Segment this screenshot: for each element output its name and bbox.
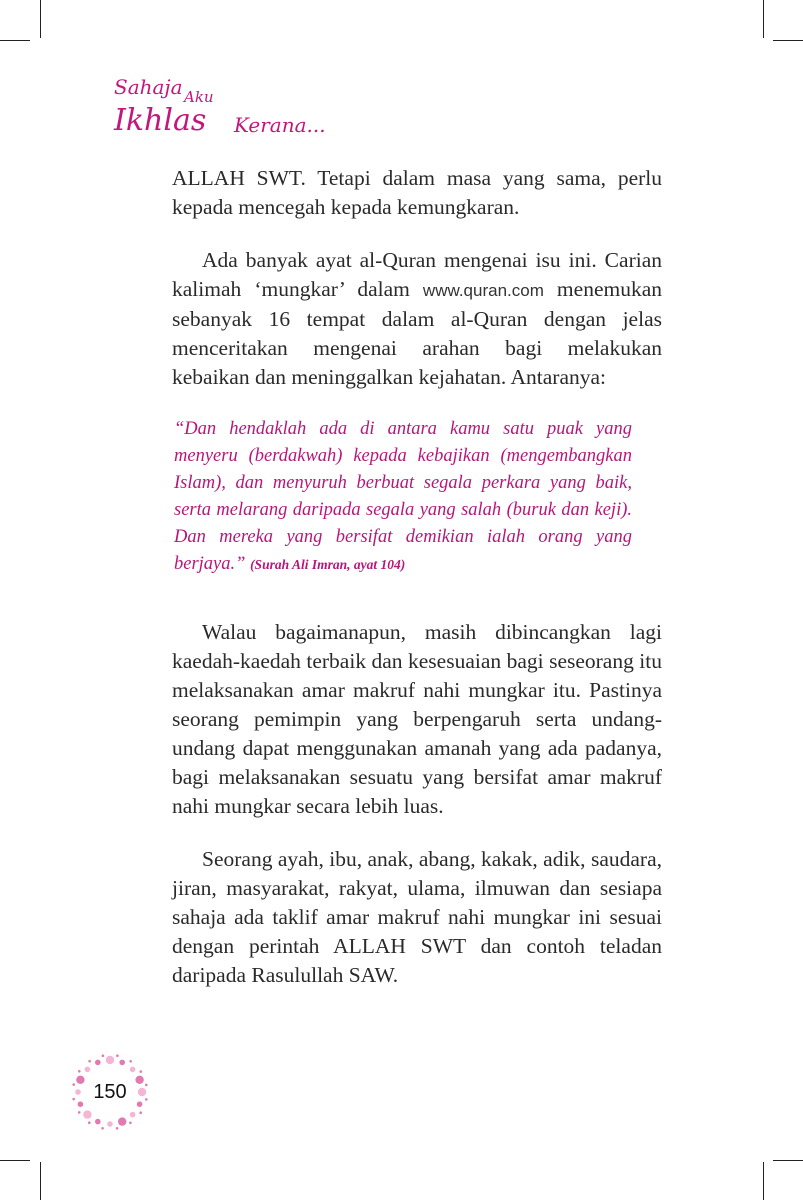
header-title-kerana: Kerana... <box>234 113 326 137</box>
page-body <box>172 164 662 1014</box>
crop-mark <box>0 1160 30 1161</box>
crop-mark <box>773 40 803 41</box>
header-title-ikhlas: Ikhlas <box>114 103 207 138</box>
page-number-badge <box>70 1052 150 1132</box>
paragraph-3: Walau bagaimanapun, masih dibincangkan lagi kaedah-kaedah terbaik dan kesesuaian bagi seseorang itu melaksanakan amar makruf nahi mungkar itu. Pastinya seorang pemimpin yang berpengaruh serta undang-undang dapat menggunakan amanah yang ada padanya, bagi melaksanakan sesuatu yang bersifat amar makruf nahi mungkar secara lebih luas. <box>172 620 662 818</box>
crop-mark <box>40 1162 41 1200</box>
header-title-aku: Aku <box>184 88 214 106</box>
paragraph-1: ALLAH SWT. Tetapi dalam masa yang sama, perlu kepada mencegah kepada kemungkaran. <box>172 166 662 219</box>
crop-mark <box>40 0 41 38</box>
page-number: 150 <box>93 1080 127 1103</box>
quran-url-link[interactable]: www.quran.com <box>422 281 544 300</box>
crop-mark <box>0 40 30 41</box>
paragraph-2-text-cont: menemukan sebanyak 16 tempat dalam al-Quran dengan jelas menceritakan mengenai arahan bagi melakukan kebaikan dan meninggalkan kejahatan. Antaranya: <box>172 277 662 389</box>
quote-citation: (Surah Ali Imran, ayat 104) <box>250 557 406 572</box>
running-header <box>112 74 412 144</box>
crop-mark <box>763 0 764 38</box>
crop-mark <box>773 1160 803 1161</box>
paragraph-2-text: Ada banyak ayat al-Quran mengenai isu ini. Carian kalimah ‘mungkar’ dalam <box>172 248 662 301</box>
header-title-sahaja: Sahaja <box>114 75 183 99</box>
crop-mark <box>763 1162 764 1200</box>
paragraph-4: Seorang ayah, ibu, anak, abang, kakak, adik, saudara, jiran, masyarakat, rakyat, ulama, ilmuwan dan sesiapa sahaja ada taklif amar makruf nahi mungkar ini sesuai dengan perintah ALLAH SWT dan contoh teladan daripada Rasulullah SAW. <box>172 847 662 987</box>
paragraph-2 <box>172 246 662 392</box>
quran-quote <box>172 416 662 578</box>
quote-text: “Dan hendaklah ada di antara kamu satu puak yang menyeru (berdakwah) kepada kebajikan (mengembangkan Islam), dan menyuruh berbuat segala perkara yang baik, serta melarang daripada segala yang salah (buruk dan keji). Dan mereka yang bersifat demikian ialah orang yang berjaya.” <box>174 419 632 574</box>
